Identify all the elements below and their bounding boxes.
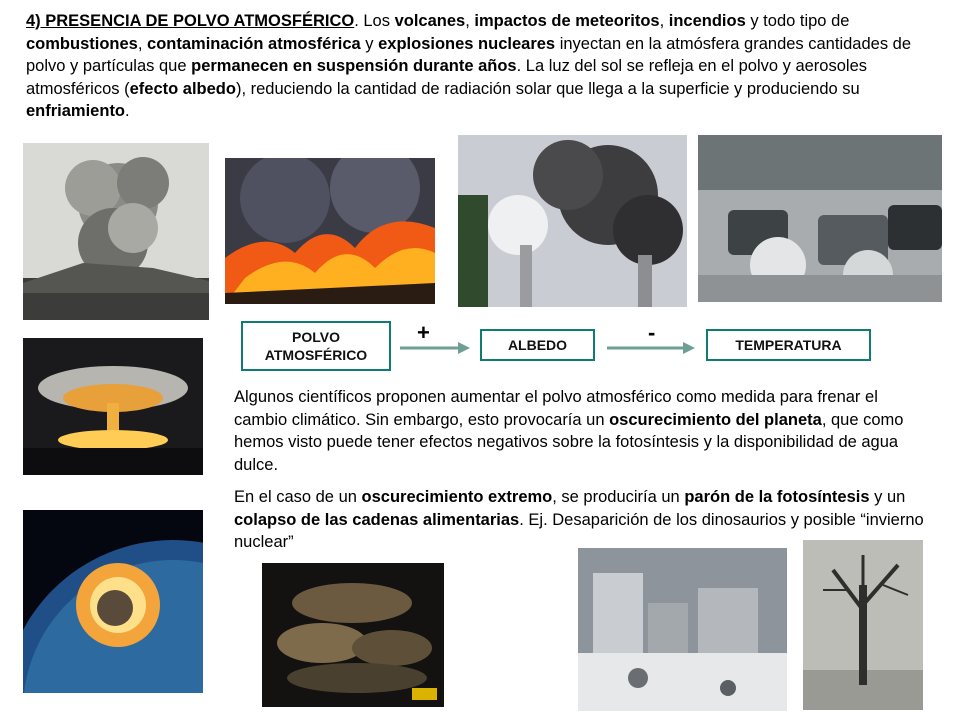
meteorite-impact-photo (23, 510, 203, 693)
dust-box (241, 321, 391, 371)
bold-term: oscurecimiento extremo (361, 488, 553, 506)
proposal-paragraph (234, 386, 934, 476)
text-fragment: En el caso de un (234, 488, 362, 506)
bold-term: colapso de las cadenas alimentarias (234, 510, 520, 529)
text-fragment: , se produciría un (552, 488, 685, 506)
nuclear-explosion-photo (23, 338, 203, 475)
forest-fire-photo (225, 158, 435, 304)
volcanic-eruption-photo (23, 143, 209, 320)
text-fragment: inyectan en la atmósfera grandes cantidades de polvo y partículas que (26, 34, 912, 75)
bold-term: explosiones nucleares (378, 34, 556, 53)
albedo-label: ALBEDO (507, 337, 568, 353)
bold-term: parón de la fotosíntesis (684, 488, 870, 506)
plus-sign: + (417, 320, 430, 345)
section-heading: 4) PRESENCIA DE POLVO ATMOSFÉRICO (26, 12, 355, 30)
nuclear-winter-city-photo (578, 548, 787, 711)
bold-term: efecto albedo (129, 79, 236, 98)
dead-tree-photo (803, 540, 923, 710)
smokestacks-photo (458, 135, 687, 307)
text-fragment: . Los (354, 12, 395, 30)
text-fragment: , (465, 12, 475, 30)
text-fragment: y todo tipo de (745, 12, 850, 30)
temperature-box (706, 329, 871, 361)
bold-term: permanecen en suspensión durante años (191, 57, 517, 75)
bold-term: enfriamiento (26, 102, 126, 120)
bold-term: combustiones (26, 34, 138, 53)
temperature-label: TEMPERATURA (735, 337, 842, 353)
text-fragment: , que como hemos visto puede tener efectos negativos sobre la fotosíntesis y la disponibilidad de agua dulce. (234, 410, 904, 474)
bold-term: contaminación atmosférica (147, 34, 361, 53)
text-fragment: y (360, 34, 379, 53)
text-fragment: . (125, 102, 130, 120)
traffic-exhaust-photo (698, 135, 942, 302)
text-fragment: . Ej. Desaparición de los dinosaurios y posible “invierno nuclear” (234, 510, 924, 551)
bold-term: volcanes (394, 12, 466, 30)
arrow-dust-to-albedo (400, 338, 472, 358)
text-fragment: Algunos científicos proponen aumentar el polvo atmosférico como medida para frenar el cambio climático. Sin embargo, esto provocaría un (234, 388, 878, 429)
text-fragment: ), reduciendo la cantidad de radiación solar que llega a la superficie y produciendo su (235, 79, 860, 98)
text-fragment: , (137, 34, 148, 53)
text-fragment: , (659, 12, 669, 30)
arrow-albedo-to-temperature (607, 338, 697, 358)
albedo-box (480, 329, 595, 361)
bold-term: oscurecimiento del planeta (609, 410, 822, 429)
bold-term: impactos de meteoritos (474, 12, 660, 30)
minus-sign: - (648, 320, 656, 345)
text-fragment: y un (869, 488, 906, 506)
text-fragment: . La luz del sol se refleja en el polvo y aerosoles atmosféricos ( (26, 57, 867, 98)
intro-paragraph (26, 10, 931, 123)
dust-label: POLVO ATMOSFÉRICO (264, 329, 368, 363)
bold-term: incendios (668, 12, 746, 30)
dinosaurs-photo (262, 563, 444, 707)
